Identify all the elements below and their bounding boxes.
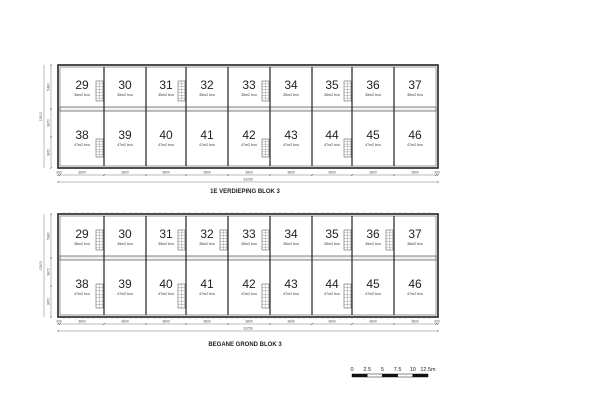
unit-area: 47m2 bvo <box>324 143 340 147</box>
unit-area: 35m2 bvo <box>324 242 340 246</box>
dimension-label: 3800 <box>287 319 295 324</box>
unit-number: 31 <box>159 78 173 92</box>
unit-number: 36 <box>366 78 380 92</box>
unit-number: 40 <box>159 128 173 142</box>
floor-plan-1e-verdieping <box>39 64 440 183</box>
unit-area: 47m2 bvo <box>199 292 215 296</box>
unit-number: 34 <box>284 78 298 92</box>
dimension-label: 3800 <box>369 319 377 324</box>
unit-area: 47m2 bvo <box>199 143 215 147</box>
dimension-label: 300 <box>56 170 62 175</box>
unit-number: 35 <box>325 78 339 92</box>
stair <box>344 230 351 250</box>
unit-number: 33 <box>242 227 256 241</box>
unit-area: 47m2 bvo <box>117 292 133 296</box>
dimension-label: 3800 <box>203 319 211 324</box>
scale-segment <box>398 374 413 377</box>
unit-number: 35 <box>325 227 339 241</box>
stair <box>386 230 393 250</box>
scale-label: 5 <box>380 367 384 373</box>
stair <box>178 230 185 250</box>
unit-area: 36m2 bvo <box>407 93 423 97</box>
unit-number: 36 <box>366 227 380 241</box>
scale-segment <box>413 374 428 377</box>
unit-number: 29 <box>75 227 89 241</box>
corridor-wall <box>60 256 436 260</box>
side-dimension-label: 3870 <box>46 148 51 157</box>
unit-number: 46 <box>408 277 422 291</box>
unit-number: 43 <box>284 128 298 142</box>
dimension-label: 3800 <box>411 319 419 324</box>
unit-number: 32 <box>200 78 214 92</box>
dimension-label: 3800 <box>78 319 86 324</box>
unit-number: 44 <box>325 277 339 291</box>
unit-area: 47m2 bvo <box>74 292 90 296</box>
unit-area: 35m2 bvo <box>324 93 340 97</box>
unit-area: 35m2 bvo <box>158 93 174 97</box>
dimension-label: 300 <box>56 319 62 324</box>
dimension-label: 3800 <box>369 170 377 175</box>
unit-number: 44 <box>325 128 339 142</box>
unit-area: 47m2 bvo <box>241 143 257 147</box>
unit-area: 47m2 bvo <box>365 292 381 296</box>
unit-number: 38 <box>75 277 89 291</box>
unit-area: 47m2 bvo <box>324 292 340 296</box>
total-width-label: 33256 <box>243 326 253 331</box>
unit-number: 42 <box>242 128 256 142</box>
unit-area: 47m2 bvo <box>158 292 174 296</box>
stair <box>96 284 103 308</box>
scale-label: 0 <box>350 367 354 373</box>
side-dimension-label: 5480 <box>46 232 51 240</box>
unit-area: 47m2 bvo <box>407 292 423 296</box>
unit-number: 37 <box>408 78 422 92</box>
unit-area: 47m2 bvo <box>283 292 299 296</box>
unit-number: 31 <box>159 227 173 241</box>
unit-number: 42 <box>242 277 256 291</box>
unit-area: 47m2 bvo <box>241 292 257 296</box>
unit-area: 35m2 bvo <box>158 242 174 246</box>
unit-number: 30 <box>118 227 132 241</box>
dimension-label: 3800 <box>121 319 129 324</box>
unit-number: 34 <box>284 227 298 241</box>
stair <box>344 81 351 101</box>
unit-number: 45 <box>366 277 380 291</box>
stair <box>262 284 269 308</box>
scale-bar <box>350 367 436 377</box>
plan-title-begane-grond: BEGANE GROND BLOK 3 <box>208 342 282 348</box>
unit-number: 41 <box>200 128 214 142</box>
side-dimension-label: 5480 <box>46 83 51 91</box>
scale-label: 12.5m <box>420 367 436 373</box>
unit-number: 40 <box>159 277 173 291</box>
dimension-label: 3800 <box>328 319 336 324</box>
unit-area: 36m2 bvo <box>74 93 90 97</box>
dimension-label: 3800 <box>162 319 170 324</box>
unit-number: 30 <box>118 78 132 92</box>
dimension-label: 3800 <box>245 170 253 175</box>
unit-area: 35m2 bvo <box>283 93 299 97</box>
dimension-label: 3800 <box>328 170 336 175</box>
stair <box>344 139 351 157</box>
dimension-label: 300 <box>434 319 440 324</box>
unit-area: 35m2 bvo <box>283 242 299 246</box>
floor-plan-begane-grond <box>39 212 440 332</box>
dimension-label: 3800 <box>121 170 129 175</box>
stair <box>262 81 269 101</box>
total-height-label: 13500 <box>39 111 43 122</box>
stair <box>178 81 185 101</box>
stair <box>344 284 351 308</box>
corridor-wall <box>60 107 436 111</box>
scale-segment <box>367 374 382 377</box>
unit-number: 32 <box>200 227 214 241</box>
unit-number: 38 <box>75 128 89 142</box>
unit-area: 35m2 bvo <box>199 93 215 97</box>
unit-number: 43 <box>284 277 298 291</box>
side-dimension-label: 3870 <box>46 119 51 127</box>
scale-label: 10 <box>409 367 416 373</box>
unit-number: 29 <box>75 78 89 92</box>
unit-area: 35m2 bvo <box>117 93 133 97</box>
unit-area: 36m2 bvo <box>407 242 423 246</box>
unit-area: 35m2 bvo <box>117 242 133 246</box>
dimension-label: 300 <box>434 170 440 175</box>
dimension-label: 3800 <box>287 170 295 175</box>
unit-area: 35m2 bvo <box>241 93 257 97</box>
dimension-label: 3800 <box>203 170 211 175</box>
dimension-label: 3800 <box>411 170 419 175</box>
unit-number: 33 <box>242 78 256 92</box>
scale-label: 7.5 <box>393 367 402 373</box>
stair <box>262 230 269 250</box>
total-width-label: 33256 <box>243 177 253 182</box>
stair <box>220 230 227 250</box>
scale-segment <box>352 374 367 377</box>
side-dimension-label: 3870 <box>46 297 51 306</box>
stair <box>96 81 103 101</box>
unit-area: 47m2 bvo <box>283 143 299 147</box>
unit-number: 37 <box>408 227 422 241</box>
unit-area: 47m2 bvo <box>117 143 133 147</box>
unit-area: 47m2 bvo <box>407 143 423 147</box>
unit-number: 46 <box>408 128 422 142</box>
stair <box>262 139 269 157</box>
unit-number: 45 <box>366 128 380 142</box>
total-height-label: 13500 <box>39 260 43 271</box>
unit-area: 35m2 bvo <box>365 93 381 97</box>
dimension-label: 3800 <box>162 170 170 175</box>
side-dimension-label: 3870 <box>46 268 51 276</box>
unit-area: 47m2 bvo <box>158 143 174 147</box>
unit-number: 41 <box>200 277 214 291</box>
dimension-label: 3800 <box>78 170 86 175</box>
unit-area: 35m2 bvo <box>199 242 215 246</box>
stair <box>96 230 103 250</box>
unit-area: 47m2 bvo <box>74 143 90 147</box>
unit-number: 39 <box>118 128 132 142</box>
unit-area: 35m2 bvo <box>241 242 257 246</box>
unit-area: 47m2 bvo <box>365 143 381 147</box>
dimension-label: 3800 <box>245 319 253 324</box>
unit-area: 36m2 bvo <box>74 242 90 246</box>
scale-label: 2.5 <box>363 367 372 373</box>
stair <box>178 284 185 308</box>
plan-title-1e-verdieping: 1E VERDIEPING BLOK 3 <box>210 189 280 195</box>
scale-segment <box>382 374 397 377</box>
unit-number: 39 <box>118 277 132 291</box>
unit-area: 35m2 bvo <box>365 242 381 246</box>
stair <box>96 139 103 157</box>
